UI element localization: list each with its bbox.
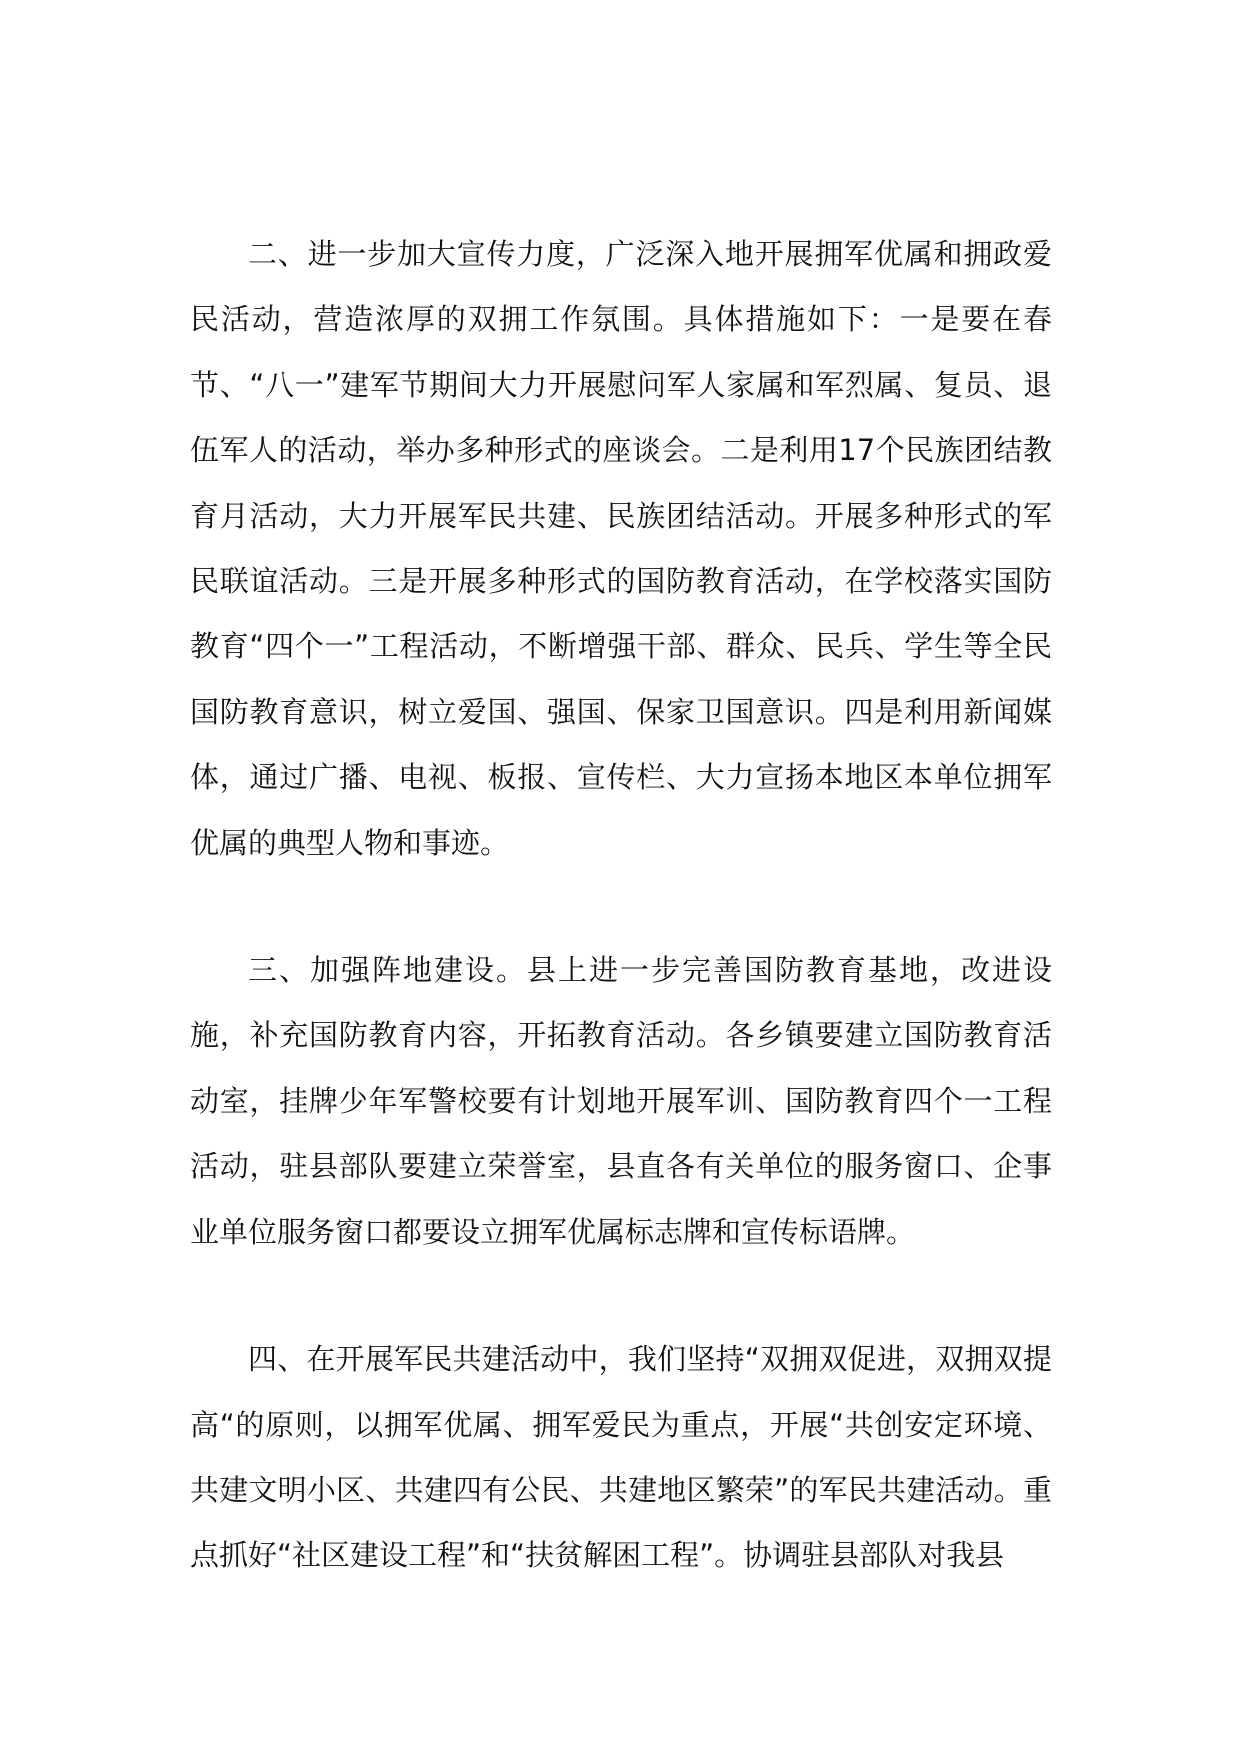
- paragraph-publicity: 二、进一步加大宣传力度，广泛深入地开展拥军优属和拥政爱民活动，营造浓厚的双拥工作氛围。具体措施如下：一是要在春节、“八一”建军节期间大力开展慰问军人家属和军烈属、复员、退伍军人的活动，举办多种形式的座谈会。二是利用17个民族团结教育月活动，大力开展军民共建、民族团结活动。开展多种形式的军民联谊活动。三是开展多种形式的国防教育活动，在学校落实国防教育“四个一”工程活动，不断增强干部、群众、民兵、学生等全民国防教育意识，树立爱国、强国、保家卫国意识。四是利用新闻媒体，通过广播、电视、板报、宣传栏、大力宣扬本地区本单位拥军优属的典型人物和事迹。: [190, 237, 1052, 860]
- document-body: [190, 222, 1052, 1651]
- paragraph-base-construction: 三、加强阵地建设。县上进一步完善国防教育基地，改进设施，补充国防教育内容，开拓教育活动。各乡镇要建立国防教育活动室，挂牌少年军警校要有计划地开展军训、国防教育四个一工程活动，驻县部队要建立荣誉室，县直各有关单位的服务窗口、企事业单位服务窗口都要设立拥军优属标志牌和宣传标语牌。: [190, 953, 1052, 1249]
- paragraph-joint-construction: 四、在开展军民共建活动中，我们坚持“双拥双促进，双拥双提高“的原则，以拥军优属、拥军爱民为重点，开展“共创安定环境、共建文明小区、共建四有公民、共建地区繁荣”的军民共建活动。重点抓好“社区建设工程”和“扶贫解困工程”。协调驻县部队对我县: [190, 1342, 1052, 1573]
